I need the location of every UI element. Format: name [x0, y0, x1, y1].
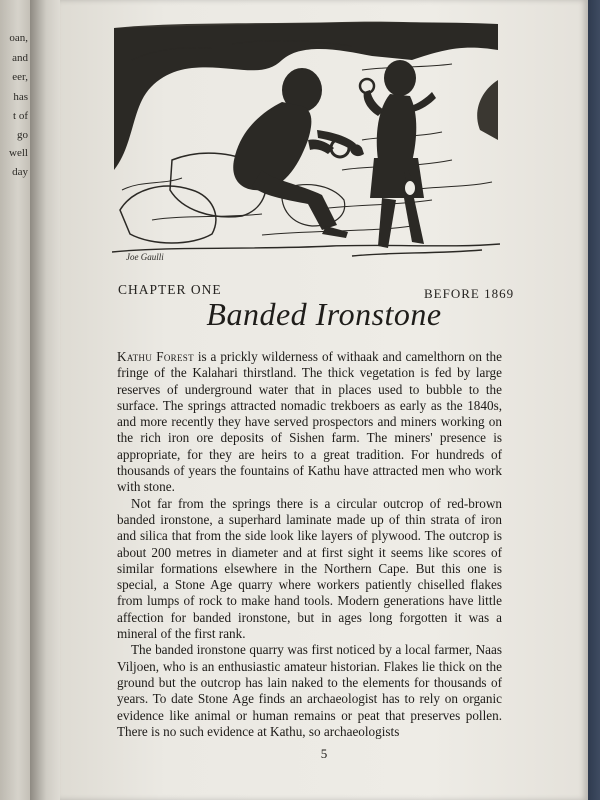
- facing-page-fragment: eer,: [12, 71, 28, 83]
- paragraph-text: is a prickly wilderness of withaak and camelthorn on the fringe of the Kalahari thirstland. The thick vegetation is fed by large reserves of underground water that in places used to bubble to the surface. The springs attracted nomadic trekboers as early as the 1840s, and more recently they have served prospectors and miners working on the rich iron ore deposits of Sishen farm. The miners' presence is appropriate, for they are heirs to a great tradition. For hundreds of thousands of years the fountains of Kathu have attracted men who work with stone.: [117, 349, 502, 495]
- book-cover-edge: [588, 0, 600, 800]
- facing-page-fragment: well: [9, 147, 28, 159]
- facing-page-fragment: go: [17, 129, 28, 141]
- body-text: [117, 349, 502, 740]
- chapter-illustration: [112, 20, 500, 266]
- paragraph: [117, 349, 502, 496]
- chapter-title: Banded Ironstone: [206, 296, 442, 332]
- book-page: [60, 0, 588, 800]
- chapter-number: CHAPTER ONE: [118, 282, 222, 297]
- paragraph-lead-in: Kathu Forest: [117, 349, 194, 364]
- chapter-date: BEFORE 1869: [424, 286, 515, 301]
- page-number: 5: [320, 746, 328, 761]
- illustrator-signature: Joe Gaulli: [126, 252, 164, 262]
- facing-page-fragment: has: [13, 91, 28, 103]
- facing-page-fragment: day: [12, 166, 28, 178]
- facing-page-fragment: t of: [13, 110, 28, 122]
- facing-page-fragment: oan,: [9, 32, 28, 44]
- paragraph: Not far from the springs there is a circular outcrop of red-brown banded ironstone, a superhard laminate made up of thin strata of iron and silica that from the side look like layers of plywood. The outcrop is about 200 metres in diameter and at first sight it seems like scores of similar formations elsewhere in the Northern Cape. But this one is special, a Stone Age quarry where workers patiently chiselled flakes from lumps of rock to make hand tools. Modern generations have little affection for banded ironstone, but in ages long forgotten it was a mineral of the first rank.: [117, 495, 502, 642]
- paragraph: The banded ironstone quarry was first noticed by a local farmer, Naas Viljoen, who is an enthusiastic amateur historian. Flakes lie thick on the ground but the outcrop has lain naked to the elements for thousands of years. To date Stone Age finds an archaeologist has to rely on organic evidence like animal or human remains or peat that preserves pollen. There is no such evidence at Kathu, so archaeologists: [117, 642, 502, 739]
- facing-page-edge: [0, 0, 30, 800]
- facing-page-fragment: and: [12, 52, 28, 64]
